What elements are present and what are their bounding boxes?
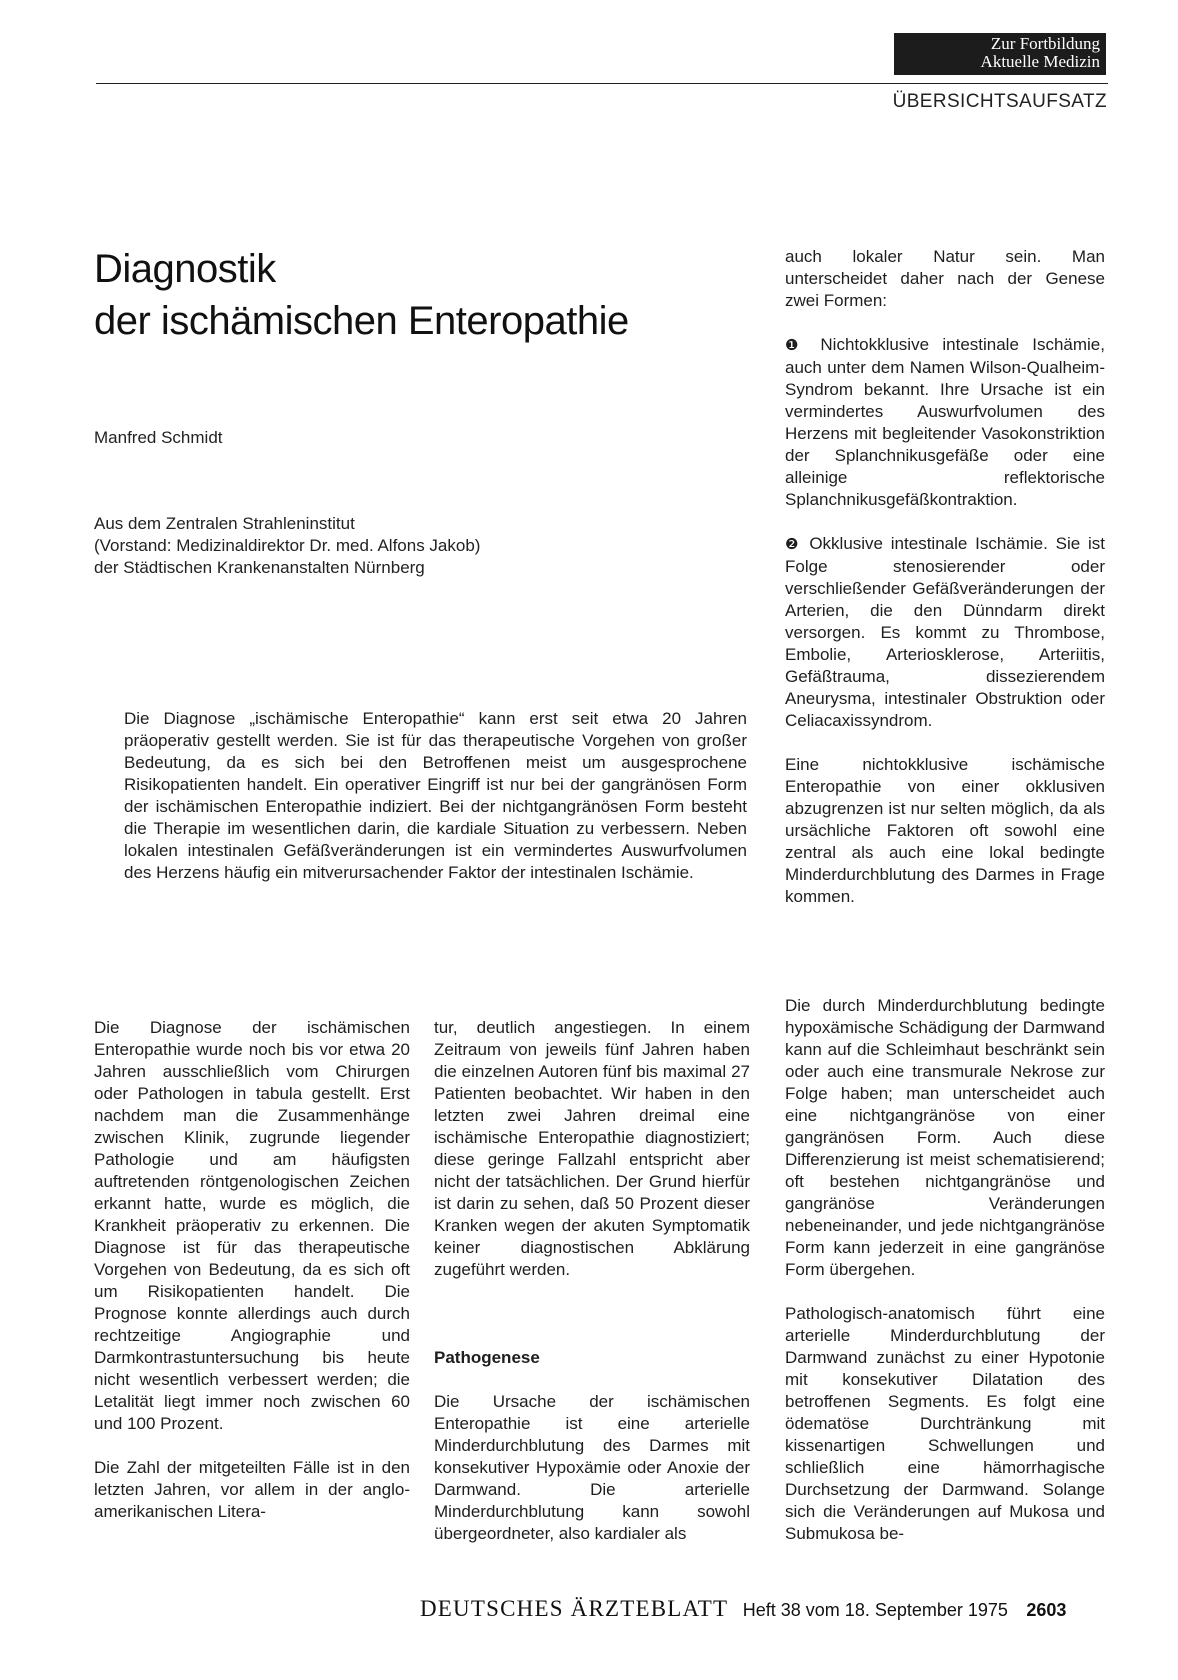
- issue-info: Heft 38 vom 18. September 1975: [742, 1600, 1008, 1620]
- badge-line-2: Aktuelle Medizin: [980, 52, 1100, 71]
- section-badge: [894, 33, 1106, 75]
- paragraph: Die Zahl der mitgeteilten Fälle ist in den letzten Jahren, vor allem in der anglo-amerikanischen Litera-: [94, 1458, 410, 1521]
- body-column-3: [785, 995, 1105, 1545]
- bullet-2-icon: ❷: [785, 536, 802, 553]
- page-footer: [420, 1596, 1066, 1622]
- affiliation-line-3: der Städtischen Krankenanstalten Nürnberg: [94, 558, 425, 577]
- header-rule: [96, 83, 1108, 84]
- article-title: [94, 243, 629, 347]
- section-label: ÜBERSICHTSAUFSATZ: [892, 91, 1107, 112]
- abstract: [124, 708, 747, 884]
- bullet-1-text: Nichtokklusive intestinale Ischämie, auch unter dem Namen Wilson-Qualheim-Syndrom bekannt. Ihre Ursache ist ein vermindertes Auswurfvolumen des Herzens mit begleitender Vasokonstriktion der Splanchnikusgefäße oder eine alleinige reflektorische Splanchnikusgefäßkontraktion.: [785, 335, 1105, 509]
- bullet-item-2: [785, 533, 1105, 732]
- affiliation-line-1: Aus dem Zentralen Strahleninstitut: [94, 514, 355, 533]
- page-number: 2603: [1026, 1600, 1067, 1620]
- affiliation-line-2: (Vorstand: Medizinaldirektor Dr. med. Alfons Jakob): [94, 536, 481, 555]
- paragraph: Die Diagnose der ischämischen Enteropathie wurde noch bis vor etwa 20 Jahren ausschließlich vom Chirurgen oder Pathologen in tabula gestellt. Erst nachdem man die Zusammenhänge zwischen Klinik, zugrunde liegender Pathologie und am häufigsten auftretenden röntgenologischen Zeichen erkannt hatte, wurde es möglich, die Krankheit präoperativ zu erkennen. Die Diagnose ist für das therapeutische Vorgehen von Bedeutung, da es sich oft um Risikopatienten handelt. Die Prognose konnte allerdings auch durch rechtzeitige Angiographie und Darmkontrastuntersuchung bis heute nicht wesentlich verbessert werden; die Letalität liegt immer noch zwischen 60 und 100 Prozent.: [94, 1018, 410, 1433]
- paragraph: auch lokaler Natur sein. Man unterscheidet daher nach der Genese zwei Formen:: [785, 247, 1105, 310]
- paragraph: Eine nichtokklusive ischämische Enteropathie von einer okklusiven abzugrenzen ist nur selten möglich, da als ursächliche Faktoren oft sowohl eine zentral als auch eine lokal bedingte Minderdurchblutung des Darmes in Frage kommen.: [785, 755, 1105, 906]
- section-heading: Pathogenese: [434, 1348, 540, 1367]
- affiliation: [94, 513, 480, 579]
- paragraph: tur, deutlich angestiegen. In einem Zeitraum von jeweils fünf Jahren haben die einzelnen Autoren fünf bis maximal 27 Patienten beobachtet. Wir haben in den letzten zwei Jahren dreimal eine ischämische Enteropathie diagnostiziert; diese geringe Fallzahl entspricht aber nicht der tatsächlichen. Der Grund hierfür ist darin zu sehen, daß 50 Prozent dieser Kranken wegen der akuten Symptomatik keiner diagnostischen Abklärung zugeführt werden.: [434, 1018, 750, 1279]
- paragraph: Die Ursache der ischämischen Enteropathie ist eine arterielle Minderdurchblutung des Darmes mit konsekutiver Hypoxämie oder Anoxie der Darmwand. Die arterielle Minderdurchblutung kann sowohl übergeordneter, also kardialer als: [434, 1392, 750, 1543]
- bullet-2-text: Okklusive intestinale Ischämie. Sie ist Folge stenosierender oder verschließender Gefäßveränderungen der Arterien, die den Dünndarm direkt versorgen. Es kommt zu Thrombose, Embolie, Arteriosklerose, Arteriitis, Gefäßtrauma, dissezierendem Aneurysma, intestinaler Obstruktion oder Celiacaxissyndrom.: [785, 534, 1105, 730]
- body-column-2: [434, 1017, 750, 1545]
- title-line-1: Diagnostik: [94, 247, 276, 291]
- badge-line-1: Zur Fortbildung: [990, 34, 1100, 53]
- body-column-1: [94, 1017, 410, 1523]
- spacer: [434, 1303, 750, 1325]
- paragraph: Pathologisch-anatomisch führt eine arterielle Minderdurchblutung der Darmwand zunächst zu einer Hypotonie mit konsekutiver Dilatation des betroffenen Segments. Es folgt eine ödematöse Durchtränkung mit kissenartigen Schwellungen und schließlich eine hämorrhagische Durchsetzung der Darmwand. Solange sich die Veränderungen auf Mukosa und Submukosa be-: [785, 1304, 1105, 1543]
- paragraph: Die durch Minderdurchblutung bedingte hypoxämische Schädigung der Darmwand kann auf die Schleimhaut beschränkt sein oder auch eine transmurale Nekrose zur Folge haben; man unterscheidet auch eine nichtgangränöse von einer gangränösen Form. Auch diese Differenzierung ist meist schematisierend; oft bestehen nichtgangränöse und gangränöse Veränderungen nebeneinander, und jede nichtgangränöse Form kann jederzeit in eine gangränöse Form übergehen.: [785, 996, 1105, 1279]
- right-column-top: [785, 246, 1105, 908]
- journal-name: DEUTSCHES ÄRZTEBLATT: [420, 1596, 729, 1621]
- author: Manfred Schmidt: [94, 428, 223, 447]
- bullet-1-icon: ❶: [785, 337, 808, 354]
- title-line-2: der ischämischen Enteropathie: [94, 299, 629, 343]
- bullet-item-1: [785, 334, 1105, 511]
- abstract-text: Die Diagnose „ischämische Enteropathie“ kann erst seit etwa 20 Jahren präoperativ gestellt werden. Sie ist für das therapeutische Vorgehen von großer Bedeutung, da es sich bei den Betroffenen meist um ausgesprochene Risikopatienten handelt. Ein operativer Eingriff ist nur bei der gangränösen Form der ischämischen Enteropathie indiziert. Bei der nichtgangränösen Form besteht die Therapie im wesentlichen darin, die kardiale Situation zu verbessern. Neben lokalen intestinalen Gefäßveränderungen ist ein vermindertes Auswurfvolumen des Herzens häufig ein mitverursachender Faktor der intestinalen Ischämie.: [124, 709, 747, 882]
